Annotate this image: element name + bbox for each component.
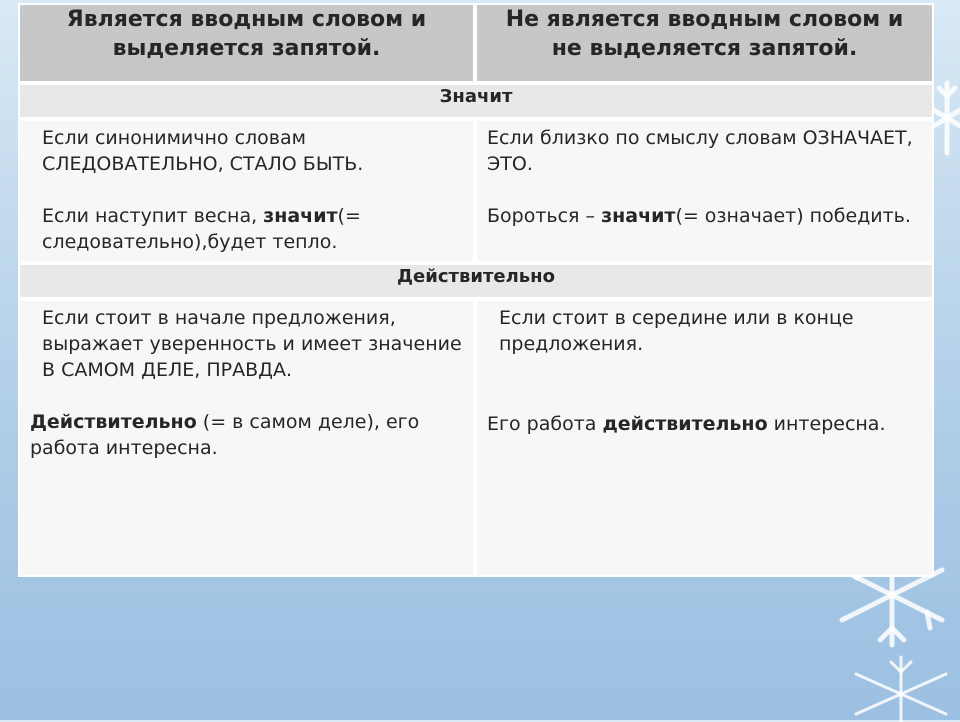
rule-text: Если стоит в середине или в конце предложения. <box>499 307 854 355</box>
section-title-row <box>18 83 934 119</box>
example-text: Если наступит весна, значит(= следовательно),будет тепло. <box>42 205 361 253</box>
rule-text: Если синонимично словам СЛЕДОВАТЕЛЬНО, СТАЛО БЫТЬ. <box>42 127 364 175</box>
key-word: значит <box>601 205 676 227</box>
snowflake-icon <box>846 652 956 722</box>
example-text: Бороться – значит(= означает) победить. <box>487 205 911 227</box>
cell-introductory <box>18 299 475 577</box>
cell-introductory <box>18 119 475 263</box>
cell-not-introductory <box>475 299 934 577</box>
section-title-row <box>18 263 934 299</box>
table-row <box>18 119 934 263</box>
rule-text: Если близко по смыслу словам ОЗНАЧАЕТ, ЭТО. <box>487 127 913 175</box>
rule-text: Если стоит в начале предложения, выражает уверенность и имеет значение В САМОМ ДЕЛЕ, ПРАВДА. <box>42 307 462 381</box>
comparison-table <box>18 3 934 577</box>
key-word: действительно <box>602 413 768 435</box>
table-header-row <box>18 3 934 83</box>
header-right: Не является вводным словом и не выделяется запятой. <box>475 3 934 83</box>
key-word: значит <box>263 205 338 227</box>
table-row <box>18 299 934 577</box>
section-title: Значит <box>18 83 934 119</box>
key-word: Действительно <box>30 411 197 433</box>
example-text: Его работа действительно интересна. <box>487 413 886 435</box>
section-title: Действительно <box>18 263 934 299</box>
header-left: Является вводным словом и выделяется запятой. <box>18 3 475 83</box>
example-text: Действительно (= в самом деле), его работа интересна. <box>30 411 420 459</box>
cell-not-introductory <box>475 119 934 263</box>
